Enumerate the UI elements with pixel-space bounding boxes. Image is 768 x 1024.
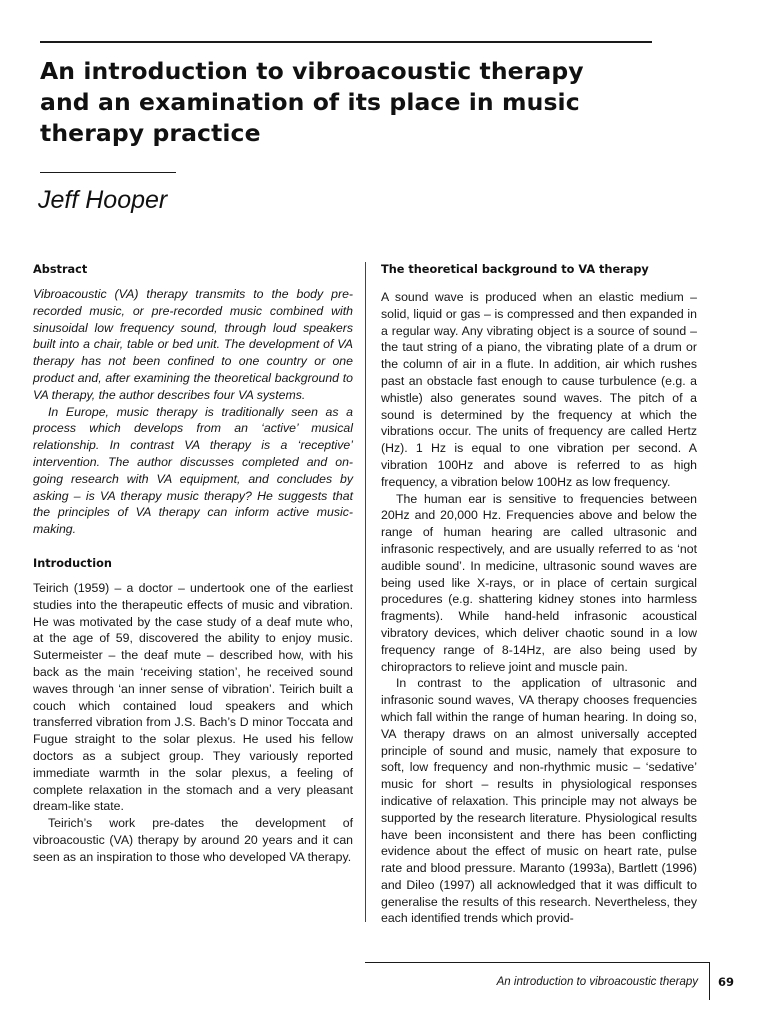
abstract-section bbox=[33, 262, 353, 538]
article-title bbox=[40, 56, 680, 149]
page-number: 69 bbox=[718, 975, 735, 989]
right-column bbox=[381, 262, 697, 927]
background-paragraph: In contrast to the application of ultrasonic and infrasonic sound waves, VA therapy chooses frequencies which fall within the range of human hearing. In doing so, VA therapy draws on an almost universally accepted principle of sound and music, namely that exposure to soft, low frequency and non-rhythmic music – ‘sedative’ music for short – results in physiological responses indicative of relaxation. This principle may not always be supported by the research literature. Physiological results have been inconsistent and there has been conflicting evidence about the effect of music on heart rate, pulse rate and blood pressure. Maranto (1993a), Bartlett (1996) and Dileo (1997) all acknowledged that it was difficult to generalise the results of this research. Nevertheless, they each identified trends which provid- bbox=[381, 676, 697, 926]
background-section bbox=[381, 262, 697, 927]
title-line: therapy practice bbox=[40, 119, 261, 147]
abstract-paragraph: Vibroacoustic (VA) therapy transmits to the body pre-recorded music, or pre-recorded music combined with sinusoidal low frequency sound, through loud speakers built into a chair, table or bed unit. The development of VA therapy has not been confined to one country or one product and, after examining the theoretical background to VA therapy, the author describes four VA systems. bbox=[33, 287, 353, 402]
introduction-paragraph: Teirich (1959) – a doctor – undertook one of the earliest studies into the therapeutic effects of music and vibration. He was motivated by the case study of a deaf mute who, at the age of 59, discovered the ability to enjoy music. Sutermeister – the deaf mute – described how, with his back as the main ‘receiving station’, he received sound waves through ‘an inner sense of vibration’. Teirich built a couch which contained loud speakers and which transferred vibration from J.S. Bach’s D minor Toccata and Fugue straight to the solar plexus. He used his fellow doctors as a subject group. They variously reported immediate warmth in the solar plexus, a feeling of complete relaxation in the stomach and a very pleasant dream-like state. bbox=[33, 580, 353, 814]
introduction-section bbox=[33, 556, 353, 866]
abstract-paragraph: In Europe, music therapy is traditionally seen as a process which develops from an ‘active’ musical relationship. In contrast VA therapy is a ‘receptive’ intervention. The author discusses completed and on-going research with VA equipment, and concludes by asking – is VA therapy music therapy? He suggests that the principles of VA therapy can inform active music-making. bbox=[33, 404, 353, 537]
background-paragraph: A sound wave is produced when an elastic medium – solid, liquid or gas – is compressed and then expanded in a regular way. Any vibrating object is a source of sound – the taut string of a piano, the vibrating plate of a drum or the column of air in a flute. In addition, air which rushes past an obstacle fast enough to cause turbulence (e.g. a whistle) also generates sound waves. The pitch of a sound is determined by the frequency at which the vibrations occur. The units of frequency are called Hertz (Hz). 1 Hz is equal to one vibration per second. A vibration 100Hz and above is referred to as high frequency, a vibration below 100Hz as low frequency. bbox=[381, 290, 697, 489]
title-line: An introduction to vibroacoustic therapy bbox=[40, 57, 584, 85]
abstract-heading: Abstract bbox=[33, 263, 88, 276]
introduction-heading: Introduction bbox=[33, 556, 112, 570]
footer-vertical-rule bbox=[709, 962, 710, 1000]
column-divider bbox=[365, 262, 366, 922]
background-paragraph: The human ear is sensitive to frequencies between 20Hz and 20,000 Hz. Frequencies above and below the range of human hearing are called ultrasonic and infrasonic respectively, and are usually referred to as ‘not audible sound’. In medicine, ultrasonic sound waves are being used like X-rays, or in place of certain surgical procedures (e.g. shattering kidney stones into harmless fragments). While hand-held infrasonic acoustical vibratory devices, which deliver chaotic sound in a low frequency range of 8-14Hz, are also being used by chiropractors to relieve joint and muscle pain. bbox=[381, 491, 697, 674]
author-name: Jeff Hooper bbox=[38, 186, 168, 214]
top-rule bbox=[40, 41, 652, 43]
footer-rule bbox=[365, 962, 709, 963]
introduction-paragraph: Teirich’s work pre-dates the development of vibroacoustic (VA) therapy by around 20 years and it can seen as an inspiration to those who developed VA therapy. bbox=[33, 816, 353, 864]
background-heading: The theoretical background to VA therapy bbox=[381, 263, 649, 276]
title-line: and an examination of its place in music bbox=[40, 88, 580, 116]
running-title: An introduction to vibroacoustic therapy bbox=[496, 976, 698, 988]
left-column bbox=[33, 262, 353, 866]
author-rule bbox=[40, 172, 176, 173]
